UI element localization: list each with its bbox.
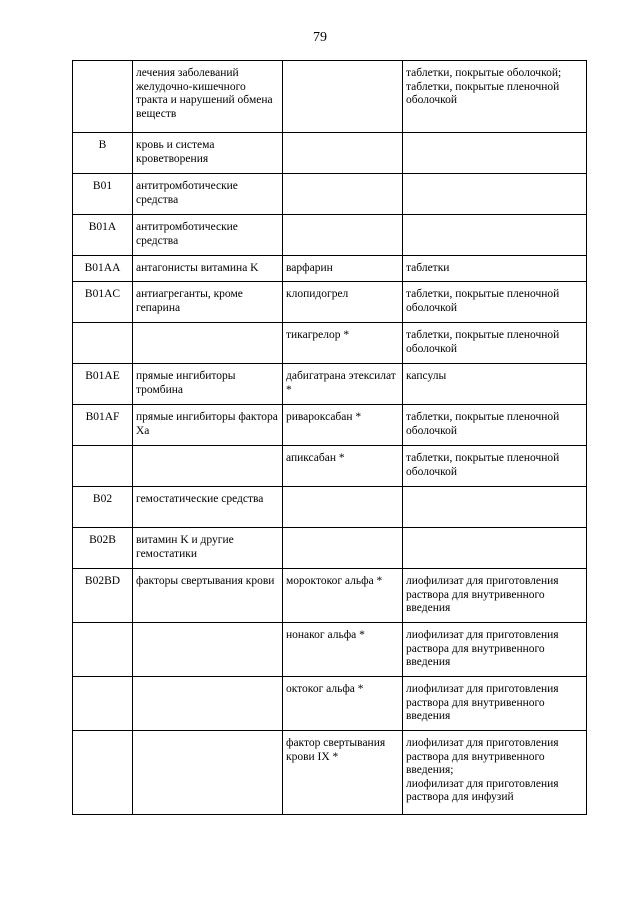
group-name-cell [133, 446, 283, 487]
group-name-cell: прямые ингибиторы тромбина [133, 364, 283, 405]
dosage-form-cell [403, 487, 587, 528]
atc-code-cell: B01AE [73, 364, 133, 405]
table-row [73, 731, 587, 815]
dosage-form-cell: таблетки, покрытые пленочной оболочкой [403, 405, 587, 446]
group-name-cell: кровь и система кроветворения [133, 133, 283, 174]
table-row [73, 256, 587, 282]
atc-code-cell [73, 323, 133, 364]
atc-code-cell: B02B [73, 528, 133, 569]
dosage-form-cell: лиофилизат для приготовления раствора для внутривенного введения [403, 677, 587, 731]
atc-code-cell: B [73, 133, 133, 174]
group-name-cell [133, 677, 283, 731]
table-row [73, 133, 587, 174]
table-row [73, 405, 587, 446]
dosage-form-cell [403, 133, 587, 174]
group-name-cell: антагонисты витамина K [133, 256, 283, 282]
table-row [73, 61, 587, 133]
table-row [73, 174, 587, 215]
drug-name-cell [283, 528, 403, 569]
drug-name-cell: варфарин [283, 256, 403, 282]
table-row [73, 282, 587, 323]
dosage-form-cell: лиофилизат для приготовления раствора для внутривенного введения [403, 569, 587, 623]
drug-name-cell [283, 133, 403, 174]
table-row [73, 623, 587, 677]
dosage-form-cell: таблетки, покрытые оболочкой; таблетки, покрытые пленочной оболочкой [403, 61, 587, 133]
table-row [73, 364, 587, 405]
atc-code-cell [73, 61, 133, 133]
atc-code-cell [73, 731, 133, 815]
dosage-form-cell [403, 174, 587, 215]
table-row [73, 323, 587, 364]
drug-name-cell: нонаког альфа * [283, 623, 403, 677]
table-row [73, 528, 587, 569]
group-name-cell: факторы свертывания крови [133, 569, 283, 623]
atc-code-cell: B02BD [73, 569, 133, 623]
atc-code-cell: B01 [73, 174, 133, 215]
page-number: 79 [313, 30, 327, 45]
table-row [73, 487, 587, 528]
drug-name-cell [283, 215, 403, 256]
atc-code-cell: B01AA [73, 256, 133, 282]
drug-name-cell [283, 487, 403, 528]
group-name-cell: антитромботические средства [133, 174, 283, 215]
dosage-form-cell: лиофилизат для приготовления раствора для внутривенного введения; лиофилизат для приготовления раствора для инфузий [403, 731, 587, 815]
atc-code-cell [73, 446, 133, 487]
dosage-form-cell: таблетки, покрытые пленочной оболочкой [403, 282, 587, 323]
group-name-cell: антиагреганты, кроме гепарина [133, 282, 283, 323]
dosage-form-cell: таблетки, покрытые пленочной оболочкой [403, 323, 587, 364]
drug-name-cell: апиксабан * [283, 446, 403, 487]
drug-name-cell: мороктоког альфа * [283, 569, 403, 623]
group-name-cell: гемостатические средства [133, 487, 283, 528]
drug-table [72, 60, 587, 815]
atc-code-cell: B01AF [73, 405, 133, 446]
drug-name-cell: ривароксабан * [283, 405, 403, 446]
group-name-cell: антитромботические средства [133, 215, 283, 256]
drug-name-cell [283, 61, 403, 133]
drug-name-cell: дабигатрана этексилат * [283, 364, 403, 405]
dosage-form-cell: лиофилизат для приготовления раствора для внутривенного введения [403, 623, 587, 677]
drug-name-cell: фактор свертывания крови IX * [283, 731, 403, 815]
dosage-form-cell [403, 528, 587, 569]
group-name-cell [133, 623, 283, 677]
atc-code-cell: B01AC [73, 282, 133, 323]
atc-code-cell [73, 623, 133, 677]
atc-code-cell: B01A [73, 215, 133, 256]
dosage-form-cell: капсулы [403, 364, 587, 405]
dosage-form-cell: таблетки, покрытые пленочной оболочкой [403, 446, 587, 487]
table-row [73, 569, 587, 623]
dosage-form-cell [403, 215, 587, 256]
table-row [73, 677, 587, 731]
table-row [73, 215, 587, 256]
group-name-cell [133, 323, 283, 364]
group-name-cell [133, 731, 283, 815]
dosage-form-cell: таблетки [403, 256, 587, 282]
atc-code-cell: B02 [73, 487, 133, 528]
drug-name-cell: октоког альфа * [283, 677, 403, 731]
drug-name-cell: тикагрелор * [283, 323, 403, 364]
group-name-cell: лечения заболеваний желудочно-кишечного тракта и нарушений обмена веществ [133, 61, 283, 133]
table-row [73, 446, 587, 487]
drug-name-cell [283, 174, 403, 215]
group-name-cell: прямые ингибиторы фактора Xa [133, 405, 283, 446]
drug-name-cell: клопидогрел [283, 282, 403, 323]
atc-code-cell [73, 677, 133, 731]
group-name-cell: витамин K и другие гемостатики [133, 528, 283, 569]
